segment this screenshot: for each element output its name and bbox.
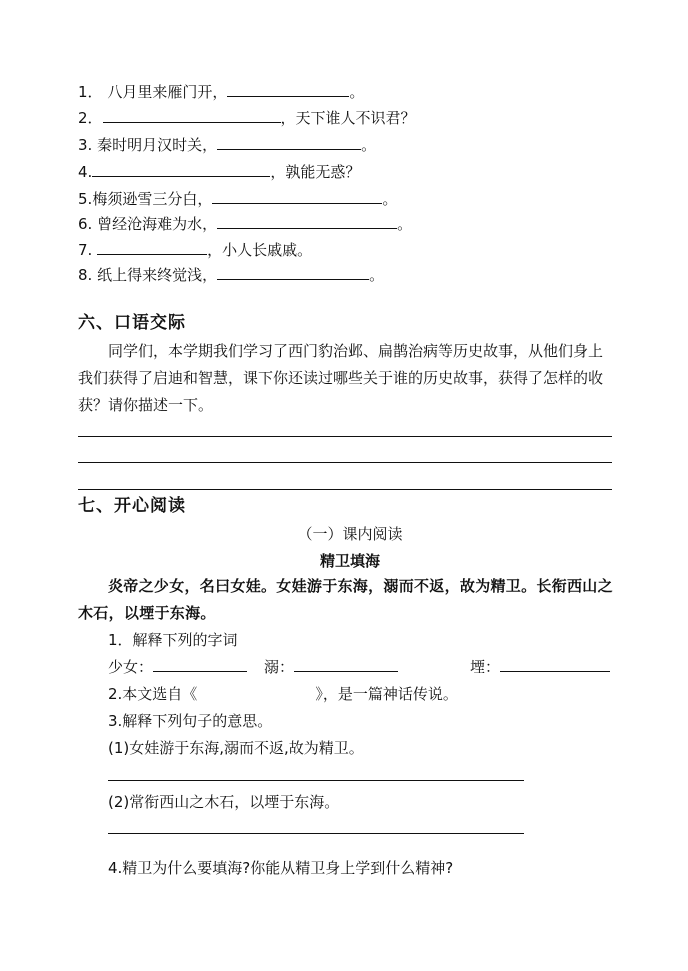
section-title: 六、口语交际 <box>78 313 186 333</box>
item-text: ，小人长戚戚。 <box>207 241 313 259</box>
answer-blank[interactable] <box>294 657 398 672</box>
fill-item-1: 1． 八月里来雁门开， 。 <box>78 83 365 101</box>
word-label: 堙： <box>470 658 501 676</box>
answer-line[interactable] <box>78 489 612 490</box>
item-number: 7. <box>78 241 93 259</box>
question-2: 2.本文选自《 》，是一篇神话传说。 <box>108 685 458 703</box>
word-item-ni <box>264 657 398 677</box>
fill-item-3: 3. 秦时明月汉时关， 。 <box>78 136 377 154</box>
question-3b: (2)常衔西山之木石，以堙于东海。 <box>108 793 340 811</box>
item-text: 八月里来雁门开， <box>107 83 228 101</box>
question-3: 3.解释下列句子的意思。 <box>108 712 273 730</box>
item-number: 8. <box>78 266 93 284</box>
passage-title: 精卫填海 <box>319 552 380 570</box>
item-number: 5. <box>78 190 93 208</box>
answer-blank[interactable] <box>217 214 397 229</box>
answer-blank[interactable] <box>103 108 281 123</box>
section-prompt: 同学们，本学期我们学习了西门豹治邺、扁鹊治病等历史故事，从他们身上我们获得了启迪和智慧，课下你还读过哪些关于谁的历史故事，获得了怎样的收获？请你描述一下。 <box>78 342 604 414</box>
question-1: 1．解释下列的字词 <box>108 631 238 649</box>
answer-line[interactable] <box>78 462 612 463</box>
item-number: 4. <box>78 163 93 181</box>
answer-blank[interactable] <box>92 162 270 177</box>
passage-text: 炎帝之少女，名曰女娃。女娃游于东海，溺而不返，故为精卫。长衔西山之木石，以堙于东海。 <box>78 577 613 622</box>
item-text: ，孰能无惑？ <box>270 163 361 181</box>
item-text: 纸上得来终觉浅， <box>97 266 218 284</box>
answer-blank[interactable] <box>212 189 382 204</box>
item-number: 6. <box>78 215 93 233</box>
answer-line[interactable] <box>78 436 612 437</box>
answer-blank[interactable] <box>217 265 369 280</box>
fill-item-4 <box>78 162 360 182</box>
answer-line[interactable] <box>108 780 524 781</box>
subsection-title: （一）课内阅读 <box>297 525 403 543</box>
item-number: 3. <box>78 136 93 154</box>
word-item-shaonv <box>108 657 247 677</box>
answer-blank[interactable] <box>500 657 610 672</box>
item-number: 2． <box>78 109 103 127</box>
word-label: 少女： <box>108 658 154 676</box>
fill-item-8: 8. 纸上得来终觉浅， 。 <box>78 266 385 284</box>
question-3a: (1)女娃游于东海,溺而不返,故为精卫。 <box>108 739 364 757</box>
answer-line[interactable] <box>108 833 524 834</box>
word-item-yin <box>470 657 610 677</box>
answer-blank[interactable] <box>153 657 247 672</box>
answer-blank[interactable] <box>227 82 349 97</box>
item-text: ，天下谁人不识君？ <box>280 109 416 127</box>
section-title: 七、开心阅读 <box>78 496 186 516</box>
item-text: 曾经沧海难为水， <box>97 215 218 233</box>
fill-item-5: 5.梅须逊雪三分白， 。 <box>78 190 398 208</box>
answer-blank[interactable] <box>97 240 207 255</box>
question-4: 4.精卫为什么要填海?你能从精卫身上学到什么精神? <box>108 859 454 877</box>
item-text: 梅须逊雪三分白， <box>92 190 213 208</box>
item-text: 秦时明月汉时关， <box>97 136 218 154</box>
fill-item-7 <box>78 240 312 260</box>
answer-blank[interactable] <box>217 135 361 150</box>
fill-item-2 <box>78 108 416 128</box>
fill-item-6: 6. 曾经沧海难为水， 。 <box>78 215 413 233</box>
word-label: 溺： <box>264 658 295 676</box>
item-number: 1． <box>78 83 103 101</box>
